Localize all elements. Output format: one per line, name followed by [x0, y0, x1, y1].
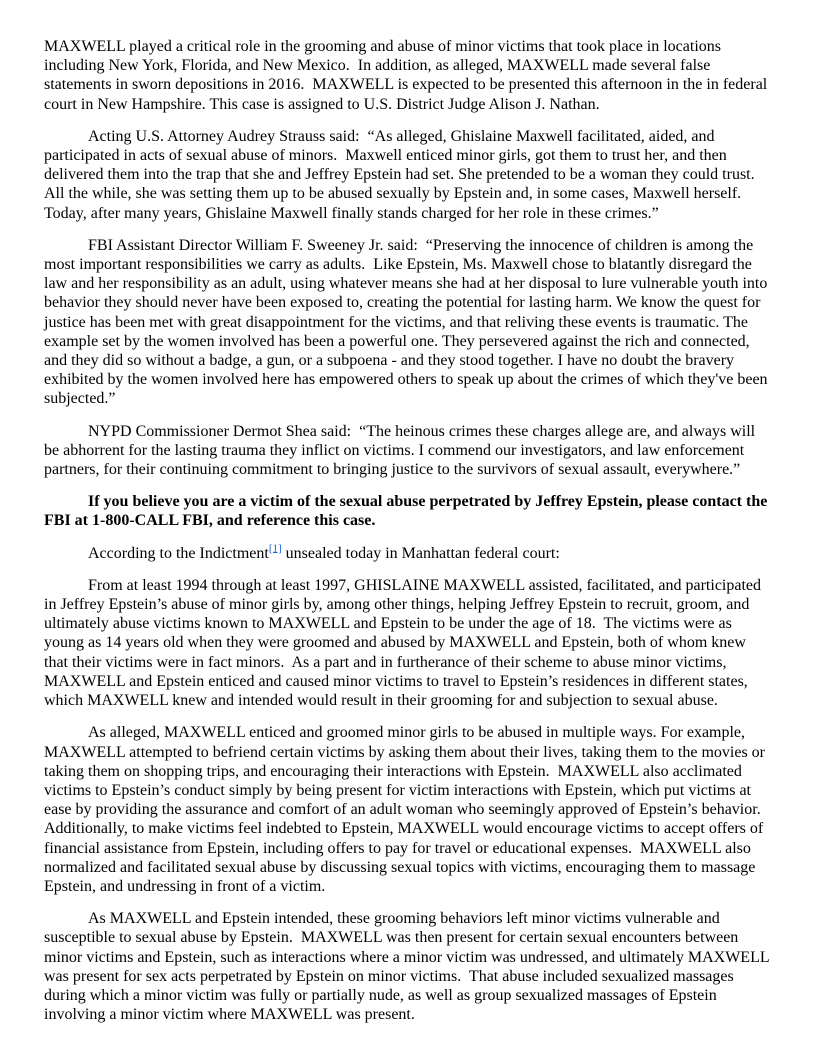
paragraph-1: MAXWELL played a critical role in the grooming and abuse of minor victims that took place in locations including New York, Florida, and New Mexico. In addition, as alleged, MAXWELL made several false statements in sworn depositions in 2016. MAXWELL is expected to be presented this afternoon in the in federal court in New Hampshire. This case is assigned to U.S. District Judge Alison J. Nathan. [44, 38, 772, 113]
paragraph-6 [44, 544, 772, 563]
paragraph-3: FBI Assistant Director William F. Sweeney Jr. said: “Preserving the innocence of children is among the most important responsibilities we carry as adults. Like Epstein, Ms. Maxwell chose to blatantly disregard the law and her responsibility as an adult, using whatever means she had at her disposal to lure vulnerable youth into behavior they should never have been exposed to, creating the potential for lasting harm. We know the quest for justice has been met with great disappointment for the victims, and that reliving these events is traumatic. The example set by the women involved has been a powerful one. They persevered against the rich and connected, and they did so without a badge, a gun, or a subpoena - and they stood together. I have no doubt the bravery exhibited by the women involved here has empowered others to speak up about the crimes of which they've been subjected.” [44, 236, 772, 408]
paragraph-text: According to the Indictment [88, 544, 269, 562]
paragraph-text: unsealed today in Manhattan federal court: [281, 544, 560, 562]
paragraph-2: Acting U.S. Attorney Audrey Strauss said: “As alleged, Ghislaine Maxwell facilitated, aided, and participated in acts of sexual abuse of minors. Maxwell enticed minor girls, got them to trust her, and then delivered them into the trap that she and Jeffrey Epstein had set. She pretended to be a woman they could trust. All the while, she was setting them up to be abused sexually by Epstein and, in some cases, Maxwell herself. Today, after many years, Ghislaine Maxwell finally stands charged for her role in these crimes.” [44, 127, 758, 222]
paragraph-4: NYPD Commissioner Dermot Shea said: “The heinous crimes these charges allege are, and always will be abhorrent for the lasting trauma they inflict on victims. I commend our investigators, and law enforcement partners, for their continuing commitment to bringing justice to the survivors of sexual assault, everywhere.” [44, 422, 760, 479]
paragraph-7: From at least 1994 through at least 1997, GHISLAINE MAXWELL assisted, facilitated, and participated in Jeffrey Epstein’s abuse of minor girls by, among other things, helping Jeffrey Epstein to recruit, groom, and ultimately abuse victims known to MAXWELL and Epstein to be under the age of 18. The victims were as young as 14 years old when they were groomed and abused by MAXWELL and Epstein, both of whom knew that their victims were in fact minors. As a part and in furtherance of their scheme to abuse minor victims, MAXWELL and Epstein enticed and caused minor victims to travel to Epstein’s residences in different states, which MAXWELL knew and intended would result in their grooming for and subjection to sexual abuse. [44, 576, 766, 710]
press-release-body [44, 37, 772, 1024]
paragraph-5: If you believe you are a victim of the sexual abuse perpetrated by Jeffrey Epstein, please contact the FBI at 1-800-CALL FBI, and reference this case. [44, 493, 772, 530]
footnote-1-link[interactable]: [1] [268, 542, 282, 555]
paragraph-9: As MAXWELL and Epstein intended, these grooming behaviors left minor victims vulnerable and susceptible to sexual abuse by Epstein. MAXWELL was then present for certain sexual encounters between minor victims and Epstein, such as interactions where a minor victim was undressed, and ultimately MAXWELL was present for sex acts perpetrated by Epstein on minor victims. That abuse included sexualized massages during which a minor victim was fully or partially nude, as well as group sexualized massages of Epstein involving a minor victim where MAXWELL was present. [44, 910, 774, 1024]
footnote-ref-superscript [269, 542, 282, 554]
paragraph-8: As alleged, MAXWELL enticed and groomed minor girls to be abused in multiple ways. For example, MAXWELL attempted to befriend certain victims by asking them about their lives, taking them to the movies or taking them on shopping trips, and encouraging their interactions with Epstein. MAXWELL also acclimated victims to Epstein’s conduct simply by being present for victim interactions with Epstein, which put victims at ease by providing the assurance and comfort of an adult woman who seemingly approved of Epstein’s behavior. Additionally, to make victims feel indebted to Epstein, MAXWELL would encourage victims to accept offers of financial assistance from Epstein, including offers to pay for travel or educational expenses. MAXWELL also normalized and facilitated sexual abuse by discussing sexual topics with victims, encouraging them to massage Epstein, and undressing in front of a victim. [44, 724, 770, 895]
